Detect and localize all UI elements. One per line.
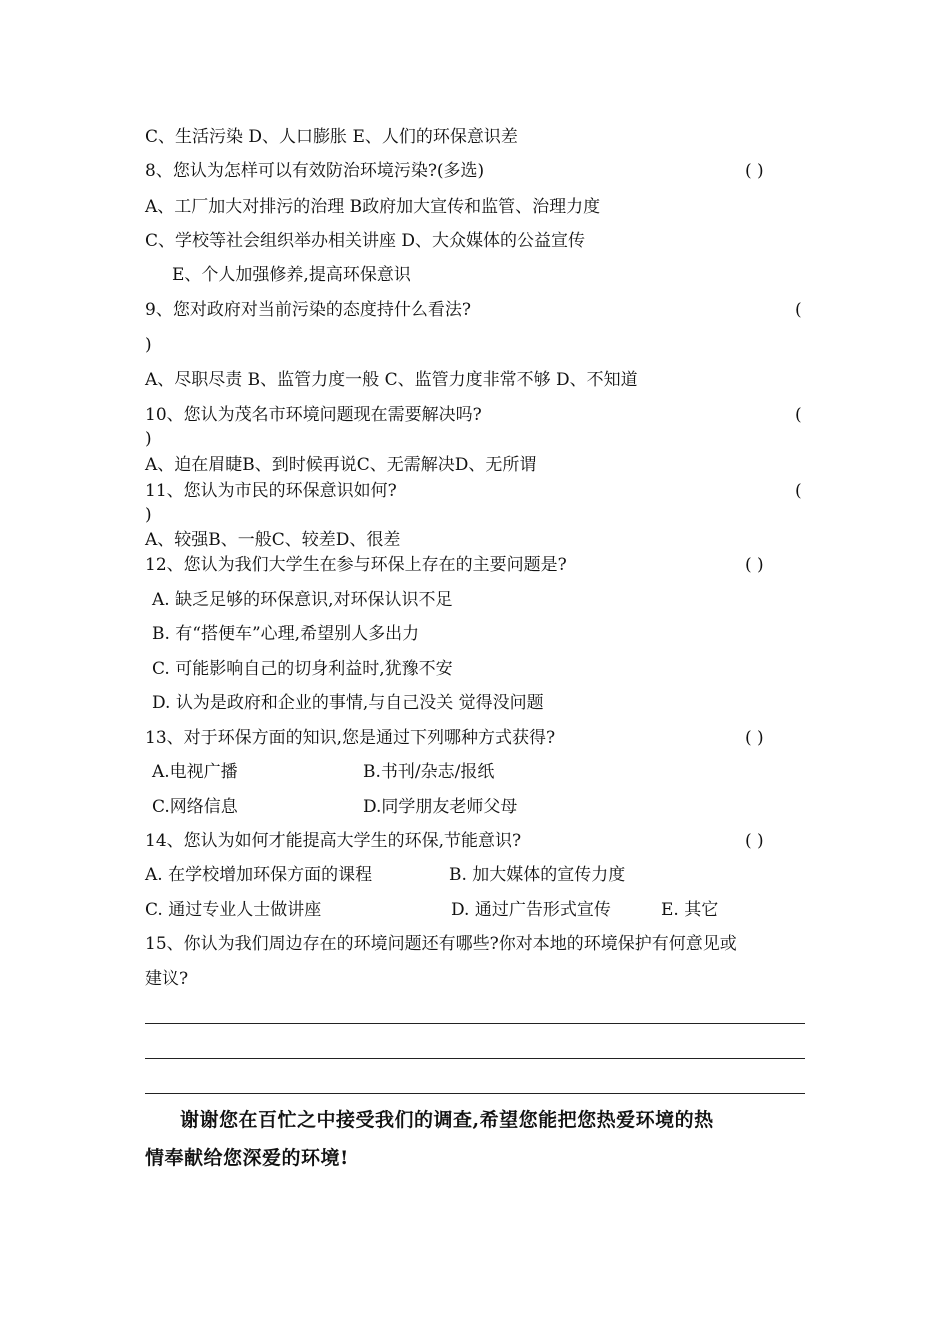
question-13: 13、对于环保方面的知识,您是通过下列哪种方式获得? [145, 728, 556, 748]
q7-options-continued: C、生活污染 D、人口膨胀 E、人们的环保意识差 [145, 127, 518, 147]
closing-thanks-line1: 谢谢您在百忙之中接受我们的调查,希望您能把您热爱环境的热 [180, 1109, 714, 1131]
question-10: 10、您认为茂名市环境问题现在需要解决吗? [145, 405, 482, 425]
question-12: 12、您认为我们大学生在参与环保上存在的主要问题是? [145, 555, 567, 575]
answer-bracket-q8: ( ) [745, 161, 764, 181]
q9-options: A、尽职尽责 B、监管力度一般 C、监管力度非常不够 D、不知道 [145, 370, 638, 390]
answer-line-1[interactable] [145, 1023, 805, 1024]
q8-options-cd: C、学校等社会组织举办相关讲座 D、大众媒体的公益宣传 [145, 231, 586, 251]
q12-option-b: B. 有“搭便车”心理,希望别人多出力 [152, 624, 420, 644]
q13-option-a: A.电视广播 [152, 762, 238, 782]
answer-bracket-open-q10: ( [795, 405, 802, 425]
q14-option-c: C. 通过专业人士做讲座 [145, 900, 322, 920]
question-9: 9、您对政府对当前污染的态度持什么看法? [145, 300, 471, 320]
q14-option-a: A. 在学校增加环保方面的课程 [145, 865, 373, 885]
q14-option-b: B. 加大媒体的宣传力度 [449, 865, 626, 885]
answer-bracket-close-q10: ) [145, 429, 152, 449]
answer-bracket-open-q11: ( [795, 481, 802, 501]
q13-option-b: B.书刊/杂志/报纸 [363, 762, 495, 782]
question-15-line2: 建议? [145, 969, 189, 989]
q8-option-e: E、个人加强修养,提高环保意识 [172, 265, 411, 285]
answer-line-2[interactable] [145, 1058, 805, 1059]
q10-options: A、迫在眉睫B、到时候再说C、无需解决D、无所谓 [145, 455, 537, 475]
answer-bracket-open-q9: ( [795, 300, 802, 320]
answer-bracket-close-q11: ) [145, 505, 152, 525]
q13-option-c: C.网络信息 [152, 797, 238, 817]
answer-bracket-q14: ( ) [745, 831, 764, 851]
answer-bracket-q12: ( ) [745, 555, 764, 575]
question-15-line1: 15、你认为我们周边存在的环境问题还有哪些?你对本地的环境保护有何意见或 [145, 934, 737, 954]
answer-line-3[interactable] [145, 1093, 805, 1094]
q12-option-d: D. 认为是政府和企业的事情,与自己没关 觉得没问题 [152, 693, 544, 713]
answer-bracket-q13: ( ) [745, 728, 764, 748]
q13-option-d: D.同学朋友老师父母 [363, 797, 518, 817]
q14-option-d: D. 通过广告形式宣传 [451, 900, 611, 920]
q14-option-e: E. 其它 [661, 900, 719, 920]
q12-option-c: C. 可能影响自己的切身利益时,犹豫不安 [152, 659, 453, 679]
q11-options: A、较强B、一般C、较差D、很差 [145, 530, 401, 550]
question-14: 14、您认为如何才能提高大学生的环保,节能意识? [145, 831, 522, 851]
closing-thanks-line2: 情奉献给您深爱的环境! [145, 1147, 349, 1169]
question-8: 8、您认为怎样可以有效防治环境污染?(多选) [145, 161, 485, 181]
question-11: 11、您认为市民的环保意识如何? [145, 481, 397, 501]
q8-options-ab: A、工厂加大对排污的治理 B政府加大宣传和监管、治理力度 [145, 197, 601, 217]
q12-option-a: A. 缺乏足够的环保意识,对环保认识不足 [152, 590, 453, 610]
answer-bracket-close-q9: ) [145, 335, 152, 355]
